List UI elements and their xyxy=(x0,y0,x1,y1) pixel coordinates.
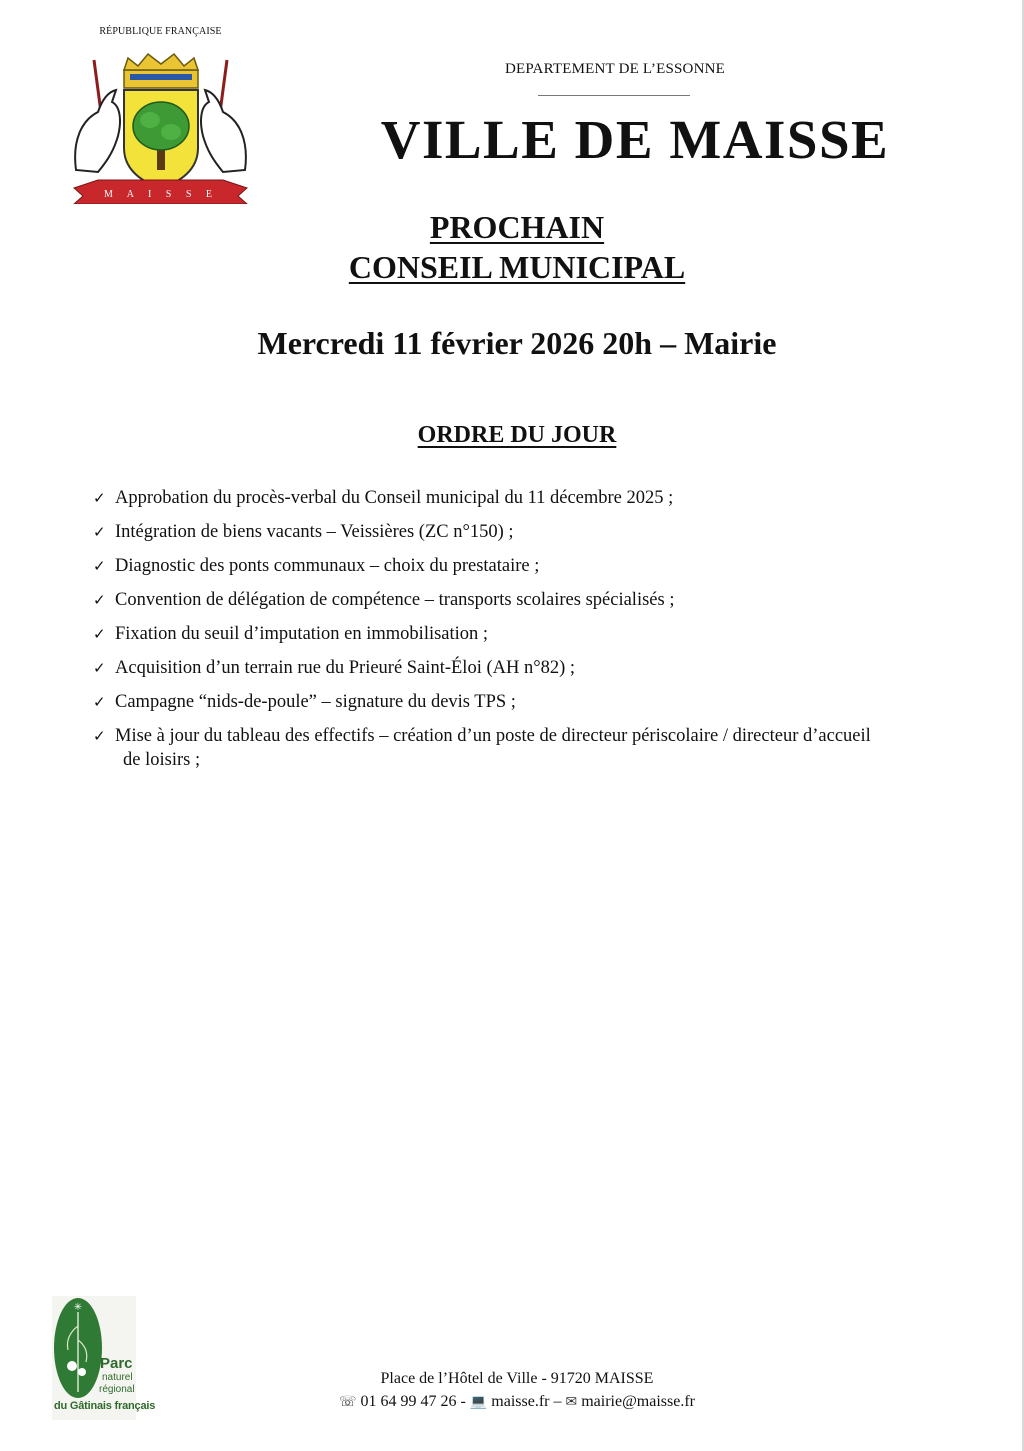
meeting-date: Mercredi 11 février 2026 20h – Mairie xyxy=(257,325,777,361)
park-logo-line-1: Parc xyxy=(100,1355,133,1372)
announcement-line-1-text: PROCHAIN xyxy=(429,209,605,245)
department-name: DEPARTEMENT DE L’ESSONNE xyxy=(504,61,726,77)
checkmark-icon: ✓ xyxy=(93,591,106,609)
agenda-item xyxy=(93,656,973,680)
crest-icon xyxy=(68,40,253,204)
footer-address: Place de l’Hôtel de Ville - 91720 MAISSE xyxy=(380,1370,654,1387)
mail-icon: ✉ xyxy=(565,1394,578,1410)
footer-website[interactable]: maisse.fr – xyxy=(491,1393,562,1410)
agenda-item-text: Approbation du procès-verbal du Conseil municipal du 11 décembre 2025 ; xyxy=(115,488,674,508)
checkmark-icon: ✓ xyxy=(93,727,106,745)
coat-of-arms xyxy=(68,26,253,204)
agenda-item xyxy=(93,588,973,612)
agenda-item xyxy=(93,622,973,646)
park-logo-line-4: du Gâtinais français xyxy=(54,1400,156,1412)
svg-text:✳: ✳ xyxy=(73,1302,83,1313)
park-logo xyxy=(52,1296,156,1420)
agenda-item-text: Campagne “nids-de-poule” – signature du devis TPS ; xyxy=(115,692,516,712)
announcement-line-1 xyxy=(250,207,784,247)
footer-phone: 01 64 99 47 26 - xyxy=(360,1393,466,1410)
department-divider xyxy=(538,95,690,96)
svg-text:M A I S S E: M A I S S E xyxy=(103,189,219,200)
agenda-list xyxy=(93,486,973,782)
agenda-heading-text: ORDRE DU JOUR xyxy=(417,422,617,448)
announcement-line-2 xyxy=(250,247,784,287)
checkmark-icon: ✓ xyxy=(93,489,106,507)
agenda-item-text: Convention de délégation de compétence – transports scolaires spécialisés ; xyxy=(115,590,675,610)
agenda-item xyxy=(93,724,973,772)
footer-email[interactable]: mairie@maisse.fr xyxy=(581,1393,696,1410)
agenda-item xyxy=(93,520,973,544)
checkmark-icon: ✓ xyxy=(93,557,106,575)
agenda-heading xyxy=(318,422,716,449)
checkmark-icon: ✓ xyxy=(93,693,106,711)
agenda-item-text: Fixation du seuil d’imputation en immobilisation ; xyxy=(115,624,489,644)
agenda-item-text: Acquisition d’un terrain rue du Prieuré Saint-Éloi (AH n°82) ; xyxy=(115,658,576,678)
checkmark-icon: ✓ xyxy=(93,523,106,541)
agenda-item-text: Diagnostic des ponts communaux – choix du prestataire ; xyxy=(115,556,540,576)
city-title: VILLE DE MAISSE xyxy=(380,109,890,170)
park-logo-line-3: régional xyxy=(99,1384,135,1395)
checkmark-icon: ✓ xyxy=(93,659,106,677)
computer-icon: 💻 xyxy=(469,1394,488,1410)
republic-label: RÉPUBLIQUE FRANÇAISE xyxy=(99,26,222,37)
checkmark-icon: ✓ xyxy=(93,625,106,643)
agenda-item xyxy=(93,554,973,578)
agenda-item-text: Intégration de biens vacants – Veissières (ZC n°150) ; xyxy=(115,522,514,542)
footer-contact xyxy=(250,1393,784,1411)
agenda-item xyxy=(93,486,973,510)
phone-icon: ☏ xyxy=(338,1394,357,1410)
park-logo-line-2: naturel xyxy=(102,1372,133,1383)
agenda-item-continuation: de loisirs ; xyxy=(123,750,201,770)
announcement-line-2-text: CONSEIL MUNICIPAL xyxy=(348,249,686,285)
agenda-item xyxy=(93,690,973,714)
agenda-item-text: Mise à jour du tableau des effectifs – création d’un poste de directeur périscolaire / directeur d’accueil xyxy=(115,726,871,746)
